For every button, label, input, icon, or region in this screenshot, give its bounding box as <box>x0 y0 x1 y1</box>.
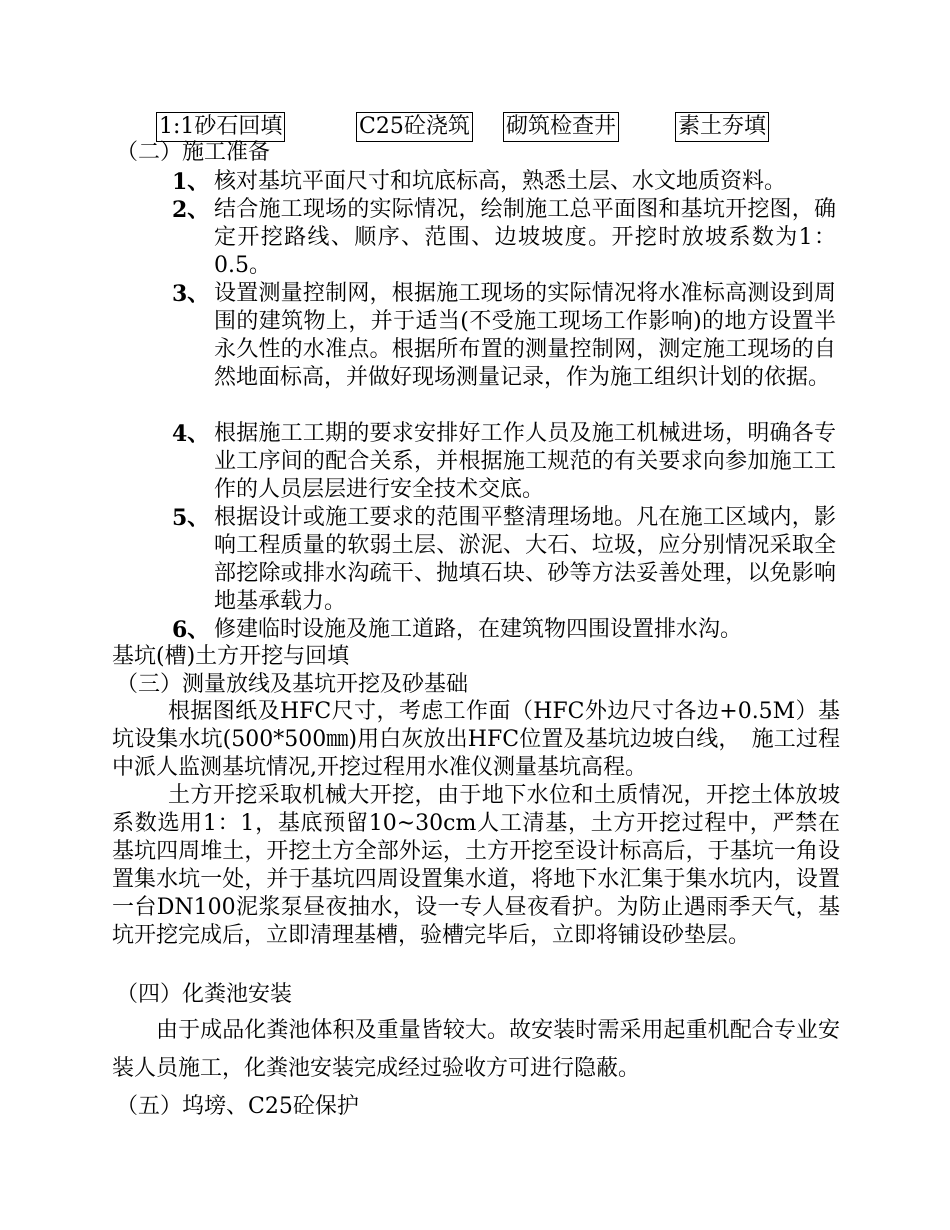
list-item-text: 根据施工工期的要求安排好工作人员及施工机械进场，明确各专业工序间的配合关系，并根据施工规范的有关要求向参加施工工作的人员层层进行安全技术交底。 <box>214 421 836 502</box>
legend-label-sand-backfill: 1:1砂石回填 <box>156 112 285 142</box>
legend-label-soil-tamp: 素土夯填 <box>675 112 769 142</box>
list-item <box>172 420 852 504</box>
list-item-text: 设置测量控制网，根据施工现场的实际情况将水准标高测设到周围的建筑物上，并于适当(不受施工现场工作影响)的地方设置半永久性的水准点。根据所布置的测量控制网，测定施工现场的自然地面标高，并做好现场测量记录，作为施工组织计划的依据。 <box>214 281 836 390</box>
list-item-number: 3、 <box>172 281 210 307</box>
list-item-text: 结合施工现场的实际情况，绘制施工总平面图和基坑开挖图，确定开挖路线、顺序、范围、边坡坡度。开挖时放坡系数为1：0.5。 <box>214 197 836 278</box>
list-item <box>172 280 852 392</box>
paragraph: 土方开挖采取机械大开挖，由于地下水位和土质情况，开挖土体放坡系数选用1：1，基底预留10~30cm人工清基，土方开挖过程中，严禁在基坑四周堆土，开挖土方全部外运，土方开挖至设计标高后，于基坑一角设置集水坑一处，并于基坑四周设置集水道，将地下水汇集于集水坑内，设置一台DN100泥浆泵昼夜抽水，设一专人昼夜看护。为防止遇雨季天气，基坑开挖完成后，立即清理基槽，验槽完毕后，立即将铺设砂垫层。 <box>112 783 840 948</box>
legend-label-manhole: 砌筑检查井 <box>503 112 619 142</box>
pit-heading: 基坑(槽)土方开挖与回填 <box>112 644 350 669</box>
list-item-number: 2、 <box>172 197 210 223</box>
list-item-number: 6、 <box>172 617 210 643</box>
paragraph: 由于成品化粪池体积及重量皆较大。故安装时需采用起重机配合专业安装人员施工，化粪池安装完成经过验收方可进行隐蔽。 <box>112 1018 840 1081</box>
list-item-number: 1、 <box>172 169 210 195</box>
list-item <box>172 196 852 280</box>
list-item-number: 5、 <box>172 505 210 531</box>
section-heading-2: （二）施工准备 <box>116 140 271 165</box>
list-item <box>172 168 852 196</box>
list-item-text: 核对基坑平面尺寸和坑底标高，熟悉土层、水文地质资料。 <box>214 169 787 194</box>
list-item <box>172 504 852 616</box>
list-item-text: 修建临时设施及施工道路，在建筑物四围设置排水沟。 <box>214 617 743 642</box>
paragraph: 根据图纸及HFC尺寸，考虑工作面（HFC外边尺寸各边+0.5M）基坑设集水坑(500*500㎜)用白灰放出HFC位置及基坑边坡白线， 施工过程中派人监测基坑情况,开挖过程用水准仪测量基坑高程。 <box>112 699 840 780</box>
legend-label-concrete-pour: C25砼浇筑 <box>356 112 473 142</box>
list-item <box>172 616 852 644</box>
section-heading-3: （三）测量放线及基坑开挖及砂基础 <box>116 672 469 697</box>
section-heading-4: （四）化粪池安装 <box>116 982 293 1007</box>
list-item-text: 根据设计或施工要求的范围平整清理场地。凡在施工区域内，影响工程质量的软弱土层、淤泥、大石、垃圾，应分别情况采取全部挖除或排水沟疏干、抛填石块、砂等方法妥善处理，以免影响地基承载力。 <box>214 505 836 614</box>
list-item-number: 4、 <box>172 421 210 447</box>
section-heading-5: （五）坞塝、C25砼保护 <box>116 1094 359 1119</box>
